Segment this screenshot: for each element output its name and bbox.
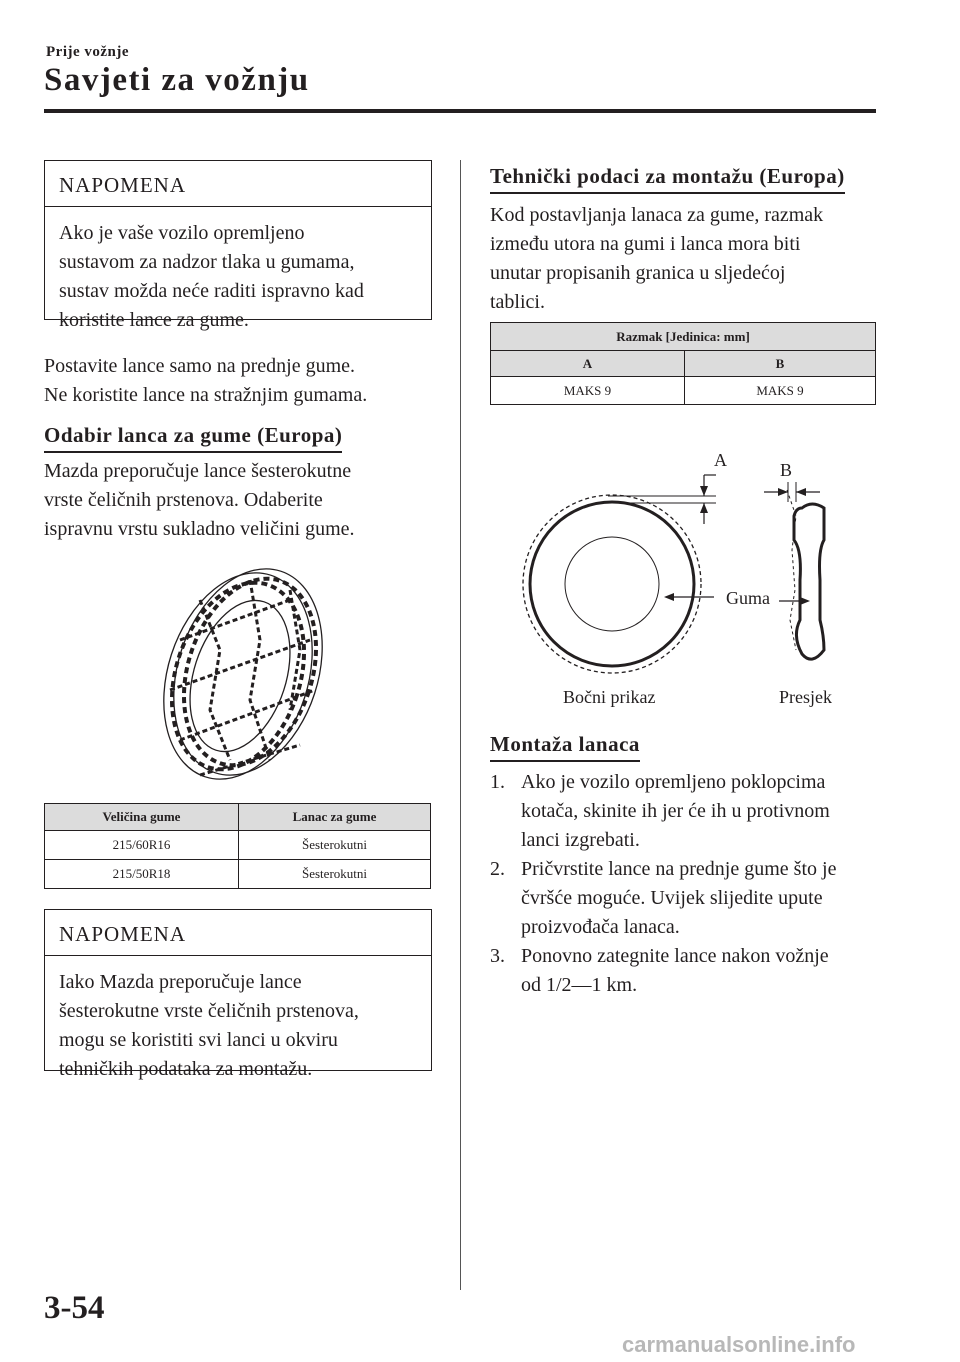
list-number: 3. bbox=[490, 945, 505, 967]
paragraph-line: tablici. bbox=[490, 291, 545, 313]
table-cell: MAKS 9 bbox=[491, 377, 685, 405]
list-line: od 1/2―1 km. bbox=[521, 974, 638, 996]
note-title: NAPOMENA bbox=[45, 161, 431, 207]
note-line: Ako je vaše vozilo opremljeno bbox=[59, 222, 305, 244]
note-line: šesterokutne vrste čeličnih prstenova, bbox=[59, 1000, 359, 1022]
note-text bbox=[45, 207, 431, 335]
paragraph-line: unutar propisanih granica u sljedećoj bbox=[490, 262, 786, 284]
label-b: B bbox=[780, 460, 793, 480]
chain-selection-paragraph bbox=[44, 457, 355, 544]
table-cell: 215/60R16 bbox=[45, 831, 239, 860]
clearance-diagram bbox=[490, 440, 876, 720]
list-line: Ponovno zategnite lance nakon vožnje bbox=[521, 945, 829, 967]
label-a: A bbox=[714, 450, 727, 470]
table-header: B bbox=[685, 351, 876, 377]
page-title: Savjeti za vožnju bbox=[44, 62, 310, 98]
list-text bbox=[521, 855, 836, 942]
column-divider bbox=[460, 160, 461, 1290]
list-line: lanci izgrebati. bbox=[521, 829, 640, 851]
list-line: čvršće moguće. Uvijek slijedite upute bbox=[521, 887, 823, 909]
note-title: NAPOMENA bbox=[45, 910, 431, 956]
header-rule bbox=[44, 109, 876, 113]
intro-line: Postavite lance samo na prednje gume. bbox=[44, 355, 356, 377]
note-box-tpms bbox=[44, 160, 432, 331]
table-row bbox=[491, 377, 876, 405]
note-line: koristite lance za gume. bbox=[59, 309, 249, 331]
watermark: carmanualsonline.info bbox=[622, 1332, 856, 1357]
note-line: sustav možda neće raditi ispravno kad bbox=[59, 280, 364, 302]
section-label: Prije vožnje bbox=[46, 44, 130, 60]
tire-size-table bbox=[44, 803, 431, 889]
clearance-table bbox=[490, 322, 876, 405]
list-number: 1. bbox=[490, 771, 505, 793]
list-item bbox=[490, 942, 880, 1000]
table-cell: 215/50R18 bbox=[45, 860, 239, 889]
list-item bbox=[490, 855, 880, 942]
table-row bbox=[45, 831, 431, 860]
table-row bbox=[45, 860, 431, 889]
list-line: Pričvrstite lance na prednje gume što je bbox=[521, 858, 837, 880]
heading-technical: Tehnički podaci za montažu (Europa) bbox=[490, 164, 845, 194]
note-box-chains bbox=[44, 909, 432, 1080]
label-tire: Guma bbox=[726, 588, 770, 608]
table-cell: Šesterokutni bbox=[239, 860, 431, 889]
table-header: Lanac za gume bbox=[239, 804, 431, 831]
table-title: Razmak [Jedinica: mm] bbox=[491, 323, 876, 351]
list-line: Ako je vozilo opremljeno poklopcima bbox=[521, 771, 826, 793]
list-line: proizvođača lanaca. bbox=[521, 916, 680, 938]
list-item bbox=[490, 768, 880, 855]
table-cell: MAKS 9 bbox=[685, 377, 876, 405]
intro-paragraph bbox=[44, 352, 367, 410]
note-line: tehničkih podataka za montažu. bbox=[59, 1058, 313, 1080]
note-text bbox=[45, 956, 431, 1084]
list-text bbox=[521, 942, 829, 1000]
paragraph-line: između utora na gumi i lanca mora biti bbox=[490, 233, 801, 255]
note-line: mogu se koristiti svi lanci u okviru bbox=[59, 1029, 338, 1051]
table-cell: Šesterokutni bbox=[239, 831, 431, 860]
note-line: sustavom za nadzor tlaka u gumama, bbox=[59, 251, 355, 273]
note-line: Iako Mazda preporučuje lance bbox=[59, 971, 302, 993]
paragraph-line: Mazda preporučuje lance šesterokutne bbox=[44, 460, 352, 482]
list-line: kotača, skinite ih jer će ih u protivnom bbox=[521, 800, 830, 822]
table-header: A bbox=[491, 351, 685, 377]
label-cross-section: Presjek bbox=[779, 687, 832, 707]
label-side-view: Bočni prikaz bbox=[563, 687, 656, 707]
table-header: Veličina gume bbox=[45, 804, 239, 831]
heading-chain-selection: Odabir lanca za gume (Europa) bbox=[44, 423, 342, 453]
paragraph-line: ispravnu vrstu sukladno veličini gume. bbox=[44, 518, 355, 540]
heading-mounting: Montaža lanaca bbox=[490, 732, 640, 762]
page-number: 3-54 bbox=[44, 1290, 105, 1326]
paragraph-line: Kod postavljanja lanaca za gume, razmak bbox=[490, 204, 824, 226]
technical-paragraph bbox=[490, 201, 823, 317]
list-number: 2. bbox=[490, 858, 505, 880]
intro-line: Ne koristite lance na stražnjim gumama. bbox=[44, 384, 368, 406]
paragraph-line: vrste čeličnih prstenova. Odaberite bbox=[44, 489, 323, 511]
tire-chain-illustration bbox=[140, 560, 340, 790]
list-text bbox=[521, 768, 830, 855]
